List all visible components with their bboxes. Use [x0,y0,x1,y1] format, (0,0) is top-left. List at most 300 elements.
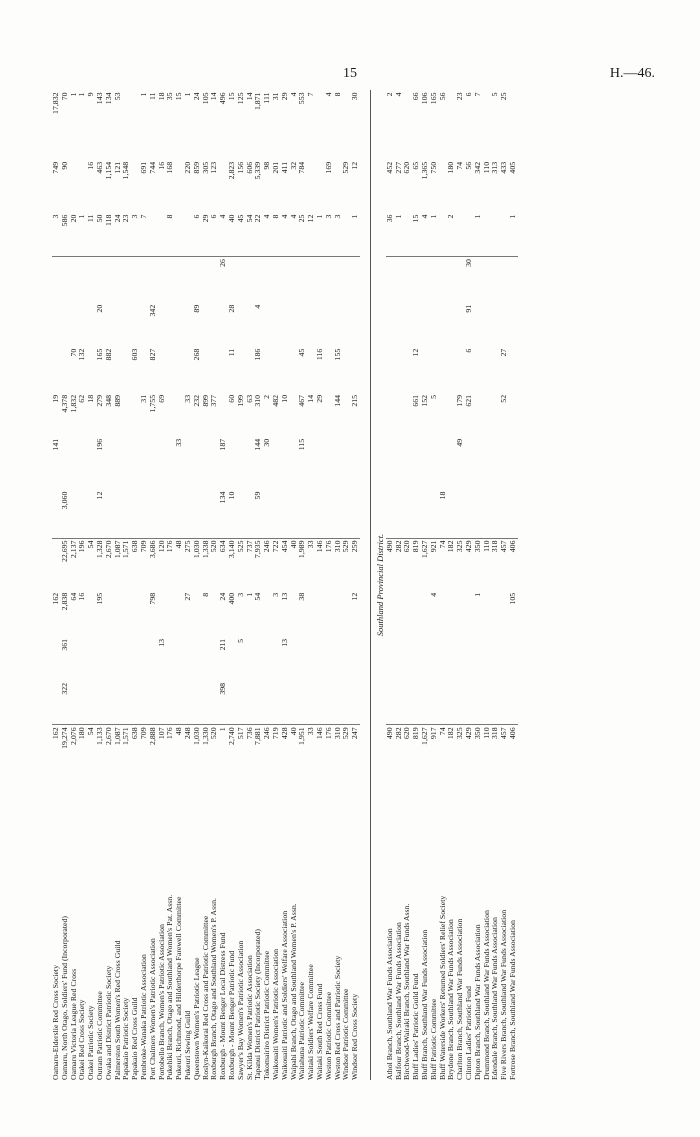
row-value [122,637,131,681]
row-value [447,490,456,538]
row-value: 406 [509,725,518,778]
row-value: 195 [94,592,104,605]
row-value [447,257,456,303]
row-value: 529 [341,161,351,174]
row-value: 1 [182,92,192,97]
row-value [298,257,307,303]
row-value: 5 [235,638,245,643]
row-value: 310 [253,394,263,407]
row-value [325,490,334,538]
row-value [175,490,184,538]
row-value [456,591,465,637]
table-row [122,91,131,1081]
row-value: 744 [147,161,157,174]
row-value: 30 [465,257,474,303]
table-row [325,91,334,1081]
table-row [334,91,343,1081]
row-value: 310 [334,538,343,591]
row-value: 60 [226,394,236,403]
row-value [412,257,421,303]
row-value: 620 [403,725,412,778]
row-value: 15 [411,214,421,223]
row-value: 110 [483,725,492,778]
row-value: 709 [140,725,149,778]
row-value [447,681,456,725]
row-value [202,490,211,538]
row-value: 429 [465,725,474,778]
row-value: 719 [272,725,281,778]
row-name: Tokomairiro District Patriotic Committee [262,950,272,1080]
row-name: St. Kilda Women's Patriotic Association [244,955,254,1080]
row-value [290,303,299,347]
row-value [307,437,316,490]
table-row [140,91,149,1081]
row-value: 1 [138,92,148,97]
table-row [509,91,518,1081]
row-name: Roslyn-Kaikorai Red Cross and Patriotic Committee [200,915,210,1080]
row-value [403,91,412,160]
row-value [237,303,246,347]
row-value: 1 [219,725,228,778]
row-value [175,257,184,303]
row-value [61,303,70,347]
row-value [122,437,131,490]
row-value [421,591,430,637]
row-value: 899 [200,394,210,407]
row-value: 1 [472,214,482,219]
row-value: 90 [59,161,69,170]
row-value [456,347,465,393]
row-value [500,437,509,490]
row-value: 32 [288,161,298,170]
row-value [105,591,114,637]
row-value [509,393,518,437]
table-row [131,91,140,1081]
row-value [281,347,290,393]
row-value [386,591,395,637]
row-value: 1,989 [298,538,307,591]
row-value: 819 [412,725,421,778]
row-value: 16 [156,161,166,170]
row-value [175,681,184,725]
row-value: 3,686 [149,538,158,591]
row-name: Pembroke-Wanaka Patriotic Association [138,954,148,1080]
row-value [140,681,149,725]
row-value [105,681,114,725]
row-value [316,437,325,490]
row-value: 40 [290,538,299,591]
row-value [202,437,211,490]
row-value: 722 [272,538,281,591]
row-value [474,437,483,490]
row-value [149,681,158,725]
row-value [447,347,456,393]
row-name: Port Chalmers Women's Patriotic Association [147,938,157,1080]
row-value: 70 [68,348,78,357]
row-value: 215 [350,394,360,407]
row-value: 2,888 [149,725,158,778]
page-header [0,66,700,86]
table-row [403,91,412,1081]
row-value [430,347,439,393]
row-value: 16 [77,592,87,601]
row-value: 24 [112,214,122,223]
row-value [474,637,483,681]
row-value [193,490,202,538]
row-value: 176 [166,538,175,591]
row-value: 603 [130,348,140,361]
row-name: Drummond Branch, Southland War Funds Association [481,910,491,1080]
row-value [70,637,79,681]
row-value [290,257,299,303]
section-divider [370,90,371,1080]
row-value: 1 [77,92,87,97]
row-value [105,257,114,303]
row-name: Palmerston South Women's Red Cross Guild [112,940,122,1080]
row-value: 4 [428,592,438,597]
row-value: 56 [437,92,447,101]
row-name: Oamaru, North Otago, Soldiers' Fund (Incorporated) [59,915,69,1080]
row-value: 56 [464,161,474,170]
row-value [491,437,500,490]
row-value [342,637,351,681]
row-value: 1,571 [122,538,131,591]
row-name: Charlton Branch, Southland War Funds Association [455,918,465,1080]
row-value [263,303,272,347]
row-value [465,637,474,681]
row-value: 247 [351,725,360,778]
row-value: 40 [290,725,299,778]
row-value: 30 [262,438,272,447]
row-value [184,213,193,257]
row-value: 29 [314,394,324,403]
row-value: 24 [218,592,228,601]
row-value [500,257,509,303]
row-value: 74 [455,161,465,170]
row-value: 33 [307,538,316,591]
row-value: 91 [464,304,474,313]
row-value [465,213,474,257]
row-value: 313 [490,161,500,174]
row-value: 620 [402,161,412,174]
rotated-table [52,90,692,1080]
row-value: 3 [51,214,60,219]
row-value: 14 [209,92,219,101]
row-value: 9 [86,92,96,97]
row-value: 277 [393,161,403,174]
row-value [237,437,246,490]
row-value [78,257,87,303]
row-value: 496 [218,92,228,105]
row-name: Queenstown Women's Patriotic League [191,957,201,1080]
row-value [140,257,149,303]
row-value [184,490,193,538]
row-value: 165 [428,92,438,105]
row-value [307,490,316,538]
row-value: 1,755 [147,394,157,413]
row-value: 1,627 [421,725,430,778]
row-value [483,91,492,160]
row-name: Edendale Branch, Southland War Funds Association [490,917,500,1080]
row-value [131,257,140,303]
row-value [465,681,474,725]
row-value: 2,137 [70,538,79,591]
row-value [439,637,448,681]
row-value: 377 [209,394,219,407]
row-value: 749 [51,161,60,174]
row-value [500,490,509,538]
row-value: 586 [59,214,69,227]
row-value: 180 [446,161,456,174]
row-value [70,257,79,303]
row-value [465,490,474,538]
table-row [70,91,79,1081]
row-value: 63 [244,394,254,403]
row-value: 4 [288,214,298,219]
row-value [386,637,395,681]
row-value: 819 [412,538,421,591]
row-value: 428 [281,725,290,778]
row-value: 2,838 [59,592,69,611]
row-name: Roxburgh Branch, Otago and Southland Women's P. Assn. [209,898,219,1080]
row-name: Birchwood-Wairaki Branch, Southland War Funds Assn. [402,903,412,1080]
row-name: Outram Patriotic Committee [94,991,104,1080]
row-value: 69 [156,394,166,403]
row-value [395,681,404,725]
row-name: Owaka and District Patriotic Society [103,965,113,1080]
row-value [412,637,421,681]
row-value [114,347,123,393]
row-value [403,490,412,538]
row-value: 4 [323,92,333,97]
row-value [456,681,465,725]
row-value [316,303,325,347]
row-value [237,490,246,538]
row-value [193,637,202,681]
row-name: Fortrose Branch, Southland War Funds Association [508,920,518,1080]
row-value [412,490,421,538]
row-value: 111 [262,92,272,104]
row-value: 2 [384,92,394,97]
row-value: 13 [279,638,289,647]
row-value: 66 [411,92,421,101]
row-value [474,393,483,437]
row-value [210,347,219,393]
row-value [395,490,404,538]
row-value [263,591,272,637]
table-row [263,91,272,1081]
row-value [158,591,167,637]
row-value [166,347,175,393]
southland-section [386,90,518,1080]
row-value: 859 [191,161,201,174]
table-row [87,91,96,1081]
row-value: 24 [191,92,201,101]
row-value [351,637,360,681]
row-value: 3 [332,214,342,219]
row-value [316,591,325,637]
row-value [342,91,351,160]
row-value [184,637,193,681]
row-value: 1,330 [202,725,211,778]
row-value [483,591,492,637]
row-value [78,303,87,347]
row-value: 737 [246,538,255,591]
row-value [149,213,158,257]
row-value [272,490,281,538]
row-value: 201 [270,161,280,174]
row-value [386,347,395,393]
row-value [316,490,325,538]
row-value: 54 [87,538,96,591]
row-value: 74 [439,725,448,778]
row-value: 110 [481,161,491,174]
row-value: 1,832 [68,394,78,413]
row-value [325,257,334,303]
row-value [140,637,149,681]
row-value [114,637,123,681]
row-value [430,637,439,681]
row-value [175,303,184,347]
row-value: 7 [472,92,482,97]
southland-district-title: Southland Provincial District. [374,533,385,637]
row-value [78,490,87,538]
table-row [421,91,430,1081]
row-value [140,490,149,538]
row-value: 65 [411,161,421,170]
table-row [298,91,307,1081]
row-value: 48 [175,725,184,778]
row-name: Waikouaiti Patriotic and Soldiers' Welfare Association [279,910,289,1080]
row-value [166,681,175,725]
row-value: 411 [279,161,289,174]
row-value [483,303,492,347]
row-value [246,257,255,303]
table-row [114,91,123,1081]
row-value: 14 [306,394,316,403]
row-value [166,393,175,437]
row-value [87,637,96,681]
row-value [254,257,263,303]
row-value: 1,030 [193,538,202,591]
row-value [70,490,79,538]
row-name: Oamaru-Elderslie Red Cross Society [51,965,60,1080]
row-value [456,213,465,257]
row-value [122,257,131,303]
row-value [334,303,343,347]
row-value [166,303,175,347]
row-value: 45 [235,214,245,223]
row-value: 134 [218,491,228,504]
table-row [237,91,246,1081]
row-value: 482 [270,394,280,407]
table-row [307,91,316,1081]
row-value: 921 [430,538,439,591]
row-name: Bluff Branch, Southland War Funds Association [420,929,430,1080]
row-value [307,637,316,681]
row-value: 13 [279,592,289,601]
row-value [491,303,500,347]
row-value [307,681,316,725]
row-value: 282 [395,538,404,591]
row-value: 7,935 [254,538,263,591]
table-row [342,91,351,1081]
row-value: 123 [209,161,219,174]
row-value [483,637,492,681]
row-value: 220 [182,161,192,174]
row-value: 121 [112,161,122,174]
row-value [386,681,395,725]
row-value [202,257,211,303]
row-value [307,303,316,347]
row-value [131,591,140,637]
row-value: 467 [297,394,307,407]
row-value [290,681,299,725]
row-value [52,347,61,393]
page-number: 15 [343,66,357,81]
row-value: 1,571 [122,725,131,778]
row-value: 259 [351,538,360,591]
row-value [465,591,474,637]
row-value [483,681,492,725]
row-name: Weston Patriotic Committee [323,991,333,1080]
row-value: 490 [386,538,395,591]
table-row [351,91,360,1081]
row-value: 638 [131,725,140,778]
row-value [52,257,61,303]
row-value [430,681,439,725]
row-value: 490 [386,725,395,778]
row-value: 406 [509,538,518,591]
row-value [316,257,325,303]
row-value [228,437,237,490]
row-value [78,637,87,681]
row-value: 29 [200,214,210,223]
row-value: 64 [68,592,78,601]
row-value [281,490,290,538]
row-value [246,681,255,725]
row-value [421,437,430,490]
row-value [263,257,272,303]
row-value: 8 [165,214,175,219]
row-value [290,637,299,681]
row-value: 179 [455,394,465,407]
row-value [210,303,219,347]
row-value [263,490,272,538]
row-name: Roxburgh - Mount Benger Local Distress Fund [218,932,228,1080]
row-value: 361 [59,638,69,651]
row-value: 23 [455,92,465,101]
row-value [351,490,360,538]
row-value [386,393,395,437]
row-value: 638 [131,538,140,591]
row-value: 3,140 [228,538,237,591]
row-value: 620 [403,538,412,591]
row-value [395,303,404,347]
row-value: 457 [500,725,509,778]
row-value: 709 [140,538,149,591]
row-value: 196 [94,438,104,451]
row-value [474,490,483,538]
row-value: 268 [191,348,201,361]
row-value: 457 [500,538,509,591]
row-value [263,681,272,725]
row-value [316,91,325,160]
row-value: 275 [184,538,193,591]
row-value [483,437,492,490]
row-value [334,490,343,538]
row-value: 54 [253,592,263,601]
